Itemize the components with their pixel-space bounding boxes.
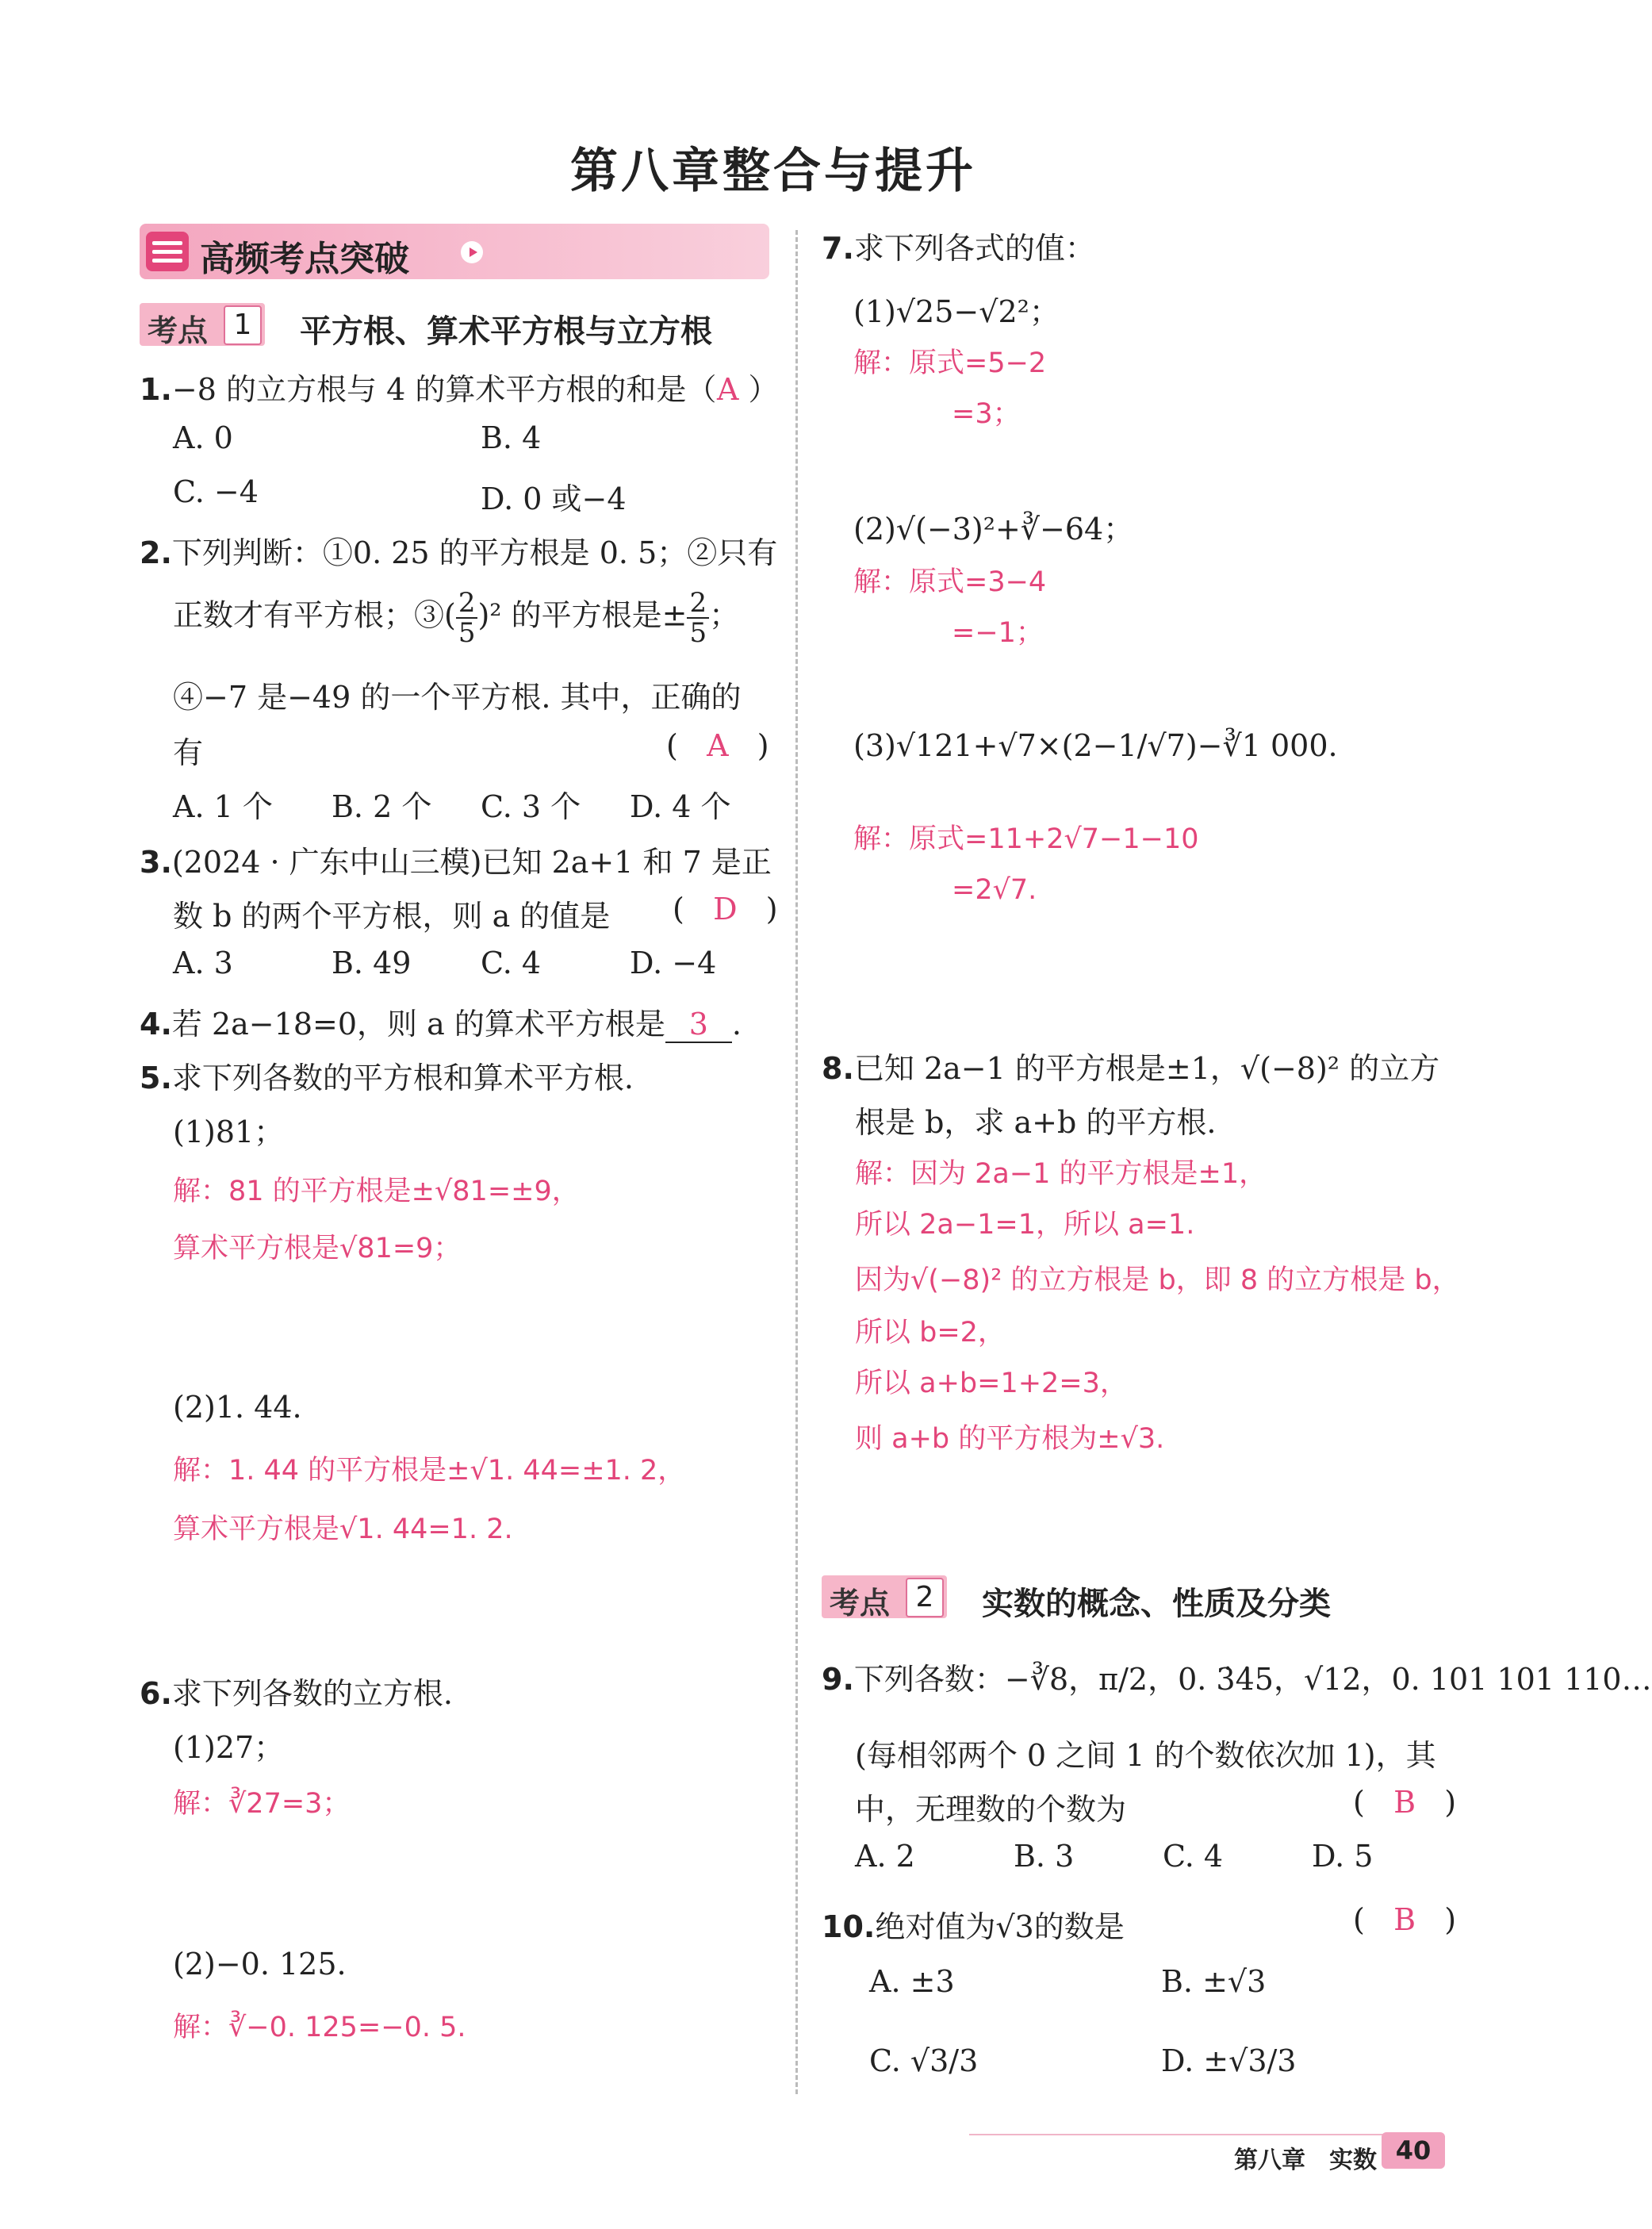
option: C. 4 bbox=[1163, 1839, 1224, 1874]
solution: 解：81 的平方根是±√81=±9， bbox=[173, 1176, 580, 1207]
question-3-line2: 数 b 的两个平方根，则 a 的值是 bbox=[173, 899, 611, 934]
option: C. −4 bbox=[173, 474, 259, 509]
topic-number: 2 bbox=[906, 1578, 944, 1617]
solution: 算术平方根是√81=9； bbox=[173, 1233, 462, 1264]
solution: 则 a+b 的平方根为±√3. bbox=[855, 1423, 1165, 1455]
question-2-answer: ( A ) bbox=[666, 728, 769, 763]
option: C. √3/3 bbox=[869, 2043, 979, 2078]
question-4: 4.若 2a−18=0，则 a 的算术平方根是 3 . bbox=[140, 1007, 742, 1042]
topic-label: 考点 bbox=[830, 1586, 891, 1621]
question-10-answer: ( B ) bbox=[1353, 1902, 1457, 1937]
option: A. 2 bbox=[855, 1839, 915, 1874]
option: B. 49 bbox=[332, 946, 412, 980]
solution: 解：∛−0. 125=−0. 5. bbox=[173, 2012, 466, 2043]
option: C. 3 个 bbox=[481, 789, 581, 824]
question-9-line2: (每相邻两个 0 之间 1 的个数依次加 1)，其 bbox=[855, 1738, 1436, 1773]
question-8-line2: 根是 b，求 a+b 的平方根. bbox=[855, 1105, 1217, 1140]
question-9-answer: ( B ) bbox=[1353, 1785, 1457, 1820]
solution: 所以 a+b=1+2=3， bbox=[855, 1368, 1128, 1399]
topic-title: 平方根、算术平方根与立方根 bbox=[300, 313, 712, 350]
question-9-line3: 中，无理数的个数为 bbox=[855, 1792, 1127, 1827]
section-banner-label: 高频考点突破 bbox=[200, 239, 409, 279]
question-7-part-3: (3)√121+√7×(2−1/√7)−∛1 000. bbox=[853, 728, 1338, 763]
option: B. 3 bbox=[1014, 1839, 1075, 1874]
question-6-part-2: (2)−0. 125. bbox=[173, 1947, 347, 1982]
option: C. 4 bbox=[481, 946, 542, 980]
topic-number: 1 bbox=[224, 305, 262, 345]
option: B. 4 bbox=[481, 420, 542, 455]
option: A. 1 个 bbox=[173, 789, 273, 824]
question-7: 7.求下列各式的值： bbox=[822, 231, 1095, 266]
option: D. −4 bbox=[630, 946, 717, 980]
question-6: 6.求下列各数的立方根. bbox=[140, 1676, 453, 1711]
option: A. 0 bbox=[173, 420, 233, 455]
footer-rule bbox=[969, 2134, 1437, 2135]
page-number: 40 bbox=[1382, 2132, 1445, 2169]
solution: 所以 2a−1=1，所以 a=1. bbox=[855, 1209, 1195, 1241]
solution: =2√7. bbox=[952, 874, 1037, 906]
option: D. 4 个 bbox=[630, 789, 731, 824]
question-6-part-1: (1)27； bbox=[173, 1730, 285, 1765]
question-2: 2.下列判断：①0. 25 的平方根是 0. 5；②只有 bbox=[140, 535, 778, 570]
question-3-answer: ( D ) bbox=[673, 892, 778, 927]
option: D. 0 或−4 bbox=[481, 481, 627, 516]
solution: 因为√(−8)² 的立方根是 b，即 8 的立方根是 b， bbox=[855, 1264, 1460, 1296]
topic-title: 实数的概念、性质及分类 bbox=[982, 1586, 1331, 1622]
question-5-part-2: (2)1. 44. bbox=[173, 1390, 302, 1425]
question-2-line2: 正数才有平方根；③( $\frac{2}{5}$ )² 的平方根是± $\frac{2}{5}$ ； bbox=[173, 587, 740, 649]
question-10: 10.绝对值为√3的数是 bbox=[822, 1909, 1125, 1944]
question-5: 5.求下列各数的平方根和算术平方根. bbox=[140, 1061, 634, 1095]
question-3: 3.(2024 · 广东中山三模)已知 2a+1 和 7 是正 bbox=[140, 845, 772, 880]
solution: 解：∛27=3； bbox=[173, 1788, 351, 1820]
question-5-part-1: (1)81； bbox=[173, 1114, 285, 1149]
solution: 解：原式=11+2√7−1−10 bbox=[853, 823, 1199, 855]
solution: 解：原式=3−4 bbox=[853, 566, 1047, 598]
solution: =−1； bbox=[952, 617, 1044, 649]
question-7-part-1: (1)√25−√2²； bbox=[853, 294, 1060, 329]
option: D. 5 bbox=[1312, 1839, 1374, 1874]
question-8: 8.已知 2a−1 的平方根是±1，√(−8)² 的立方 bbox=[822, 1051, 1440, 1086]
solution: 算术平方根是√1. 44=1. 2. bbox=[173, 1513, 513, 1545]
footer-chapter: 第八章 实数 bbox=[1234, 2147, 1377, 2174]
page-title: 第八章整合与提升 bbox=[570, 144, 976, 199]
option: D. ±√3/3 bbox=[1161, 2043, 1297, 2078]
question-9: 9.下列各数：−∛8，π/2，0. 3̇4̇5，√12，0. 101 101 110… bbox=[822, 1662, 1652, 1697]
question-7-part-2: (2)√(−3)²+∛−64； bbox=[853, 512, 1134, 547]
topic-label: 考点 bbox=[148, 313, 209, 348]
question-1: 1.−8 的立方根与 4 的算术平方根的和是（ bbox=[140, 372, 717, 407]
column-divider bbox=[795, 230, 798, 2094]
solution: =3； bbox=[952, 398, 1021, 430]
question-2-line3: ④−7 是−49 的一个平方根. 其中，正确的 bbox=[173, 680, 742, 715]
option: B. 2 个 bbox=[332, 789, 432, 824]
solution: 解：因为 2a−1 的平方根是±1， bbox=[855, 1158, 1267, 1190]
option: A. 3 bbox=[173, 946, 233, 980]
question-2-line4: 有 bbox=[173, 735, 204, 770]
play-icon bbox=[461, 241, 483, 263]
solution: 解：原式=5−2 bbox=[853, 347, 1047, 379]
solution: 所以 b=2， bbox=[855, 1317, 1006, 1349]
section-banner bbox=[140, 224, 769, 279]
question-1-answer: A ） bbox=[717, 372, 779, 407]
option: B. ±√3 bbox=[1161, 1964, 1267, 1999]
option: A. ±3 bbox=[869, 1964, 955, 1999]
solution: 解：1. 44 的平方根是±√1. 44=±1. 2， bbox=[173, 1455, 686, 1487]
books-icon bbox=[146, 232, 189, 271]
